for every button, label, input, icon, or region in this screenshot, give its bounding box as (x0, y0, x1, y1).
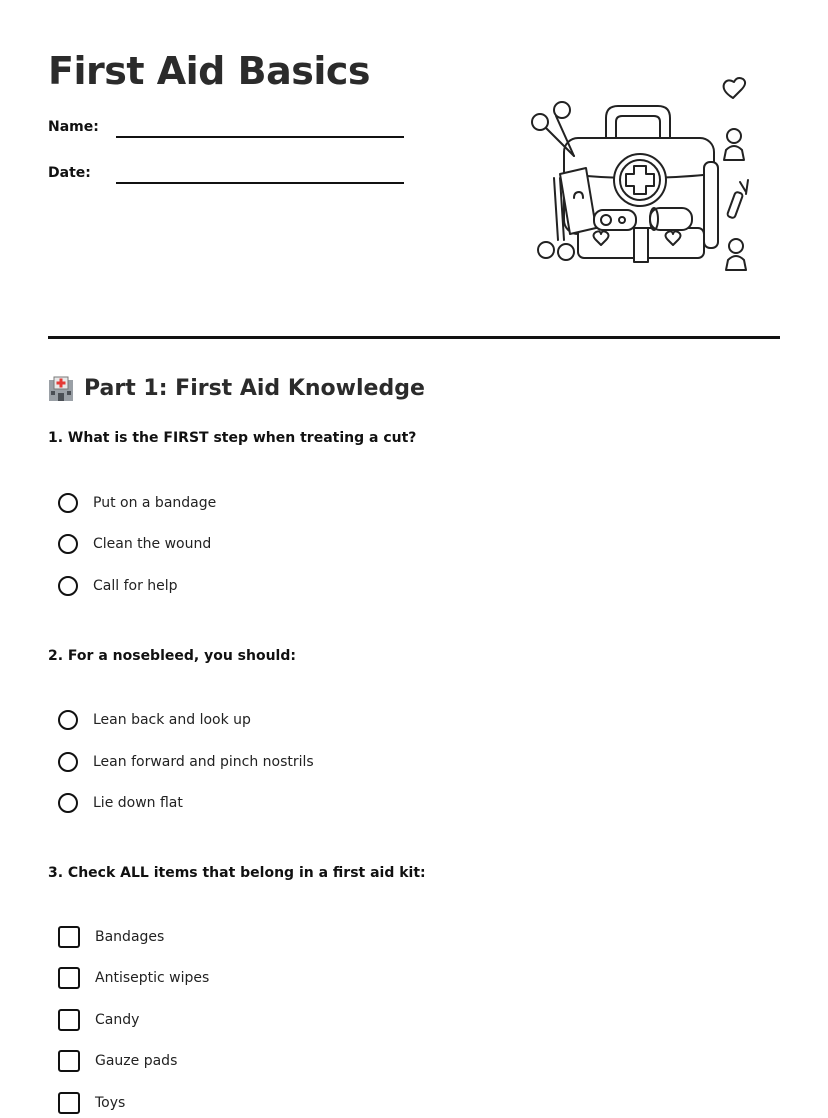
worksheet-title: First Aid Basics (48, 49, 370, 93)
name-answer-line[interactable] (116, 136, 404, 138)
option-label: Bandages (95, 929, 165, 945)
hospital-icon (48, 376, 74, 402)
q1-option-clean[interactable] (58, 532, 211, 556)
checkbox[interactable] (58, 1092, 80, 1114)
radio-button[interactable] (58, 793, 78, 813)
radio-button[interactable] (58, 752, 78, 772)
q2-option-lean-forward[interactable] (58, 750, 314, 774)
option-label: Put on a bandage (93, 495, 217, 511)
question-1: 1. What is the FIRST step when treating a cut? (48, 430, 417, 446)
option-label: Candy (95, 1012, 140, 1028)
q2-option-lie-down[interactable] (58, 791, 183, 815)
q3-option-bandages[interactable] (58, 925, 164, 949)
date-field[interactable] (48, 164, 408, 188)
question-3: 3. Check ALL items that belong in a first aid kit: (48, 865, 426, 881)
worksheet-page (48, 0, 780, 1118)
checkbox[interactable] (58, 967, 80, 989)
name-label: Name: (48, 119, 99, 135)
part1-heading (48, 374, 425, 404)
radio-button[interactable] (58, 710, 78, 730)
name-field[interactable] (48, 118, 408, 142)
option-label: Gauze pads (95, 1053, 178, 1069)
option-label: Lean forward and pinch nostrils (93, 754, 314, 770)
date-answer-line[interactable] (116, 182, 404, 184)
option-label: Lean back and look up (93, 712, 251, 728)
option-label: Call for help (93, 578, 178, 594)
date-label: Date: (48, 165, 91, 181)
option-label: Lie down flat (93, 795, 183, 811)
radio-button[interactable] (58, 493, 78, 513)
radio-button[interactable] (58, 576, 78, 596)
option-label: Toys (95, 1095, 126, 1111)
q2-option-lean-back[interactable] (58, 708, 251, 732)
option-label: Antiseptic wipes (95, 970, 210, 986)
question-2: 2. For a nosebleed, you should: (48, 648, 296, 664)
section-divider (48, 336, 780, 339)
q3-option-candy[interactable] (58, 1008, 139, 1032)
q3-option-antiseptic[interactable] (58, 966, 209, 990)
checkbox[interactable] (58, 926, 80, 948)
checkbox[interactable] (58, 1050, 80, 1072)
q3-option-toys[interactable] (58, 1091, 125, 1115)
first-aid-kit-illustration (528, 70, 758, 278)
q1-option-help[interactable] (58, 574, 178, 598)
q3-option-gauze[interactable] (58, 1049, 177, 1073)
radio-button[interactable] (58, 534, 78, 554)
part1-title: Part 1: First Aid Knowledge (84, 376, 425, 401)
q1-option-bandage[interactable] (58, 491, 216, 515)
checkbox[interactable] (58, 1009, 80, 1031)
option-label: Clean the wound (93, 536, 212, 552)
